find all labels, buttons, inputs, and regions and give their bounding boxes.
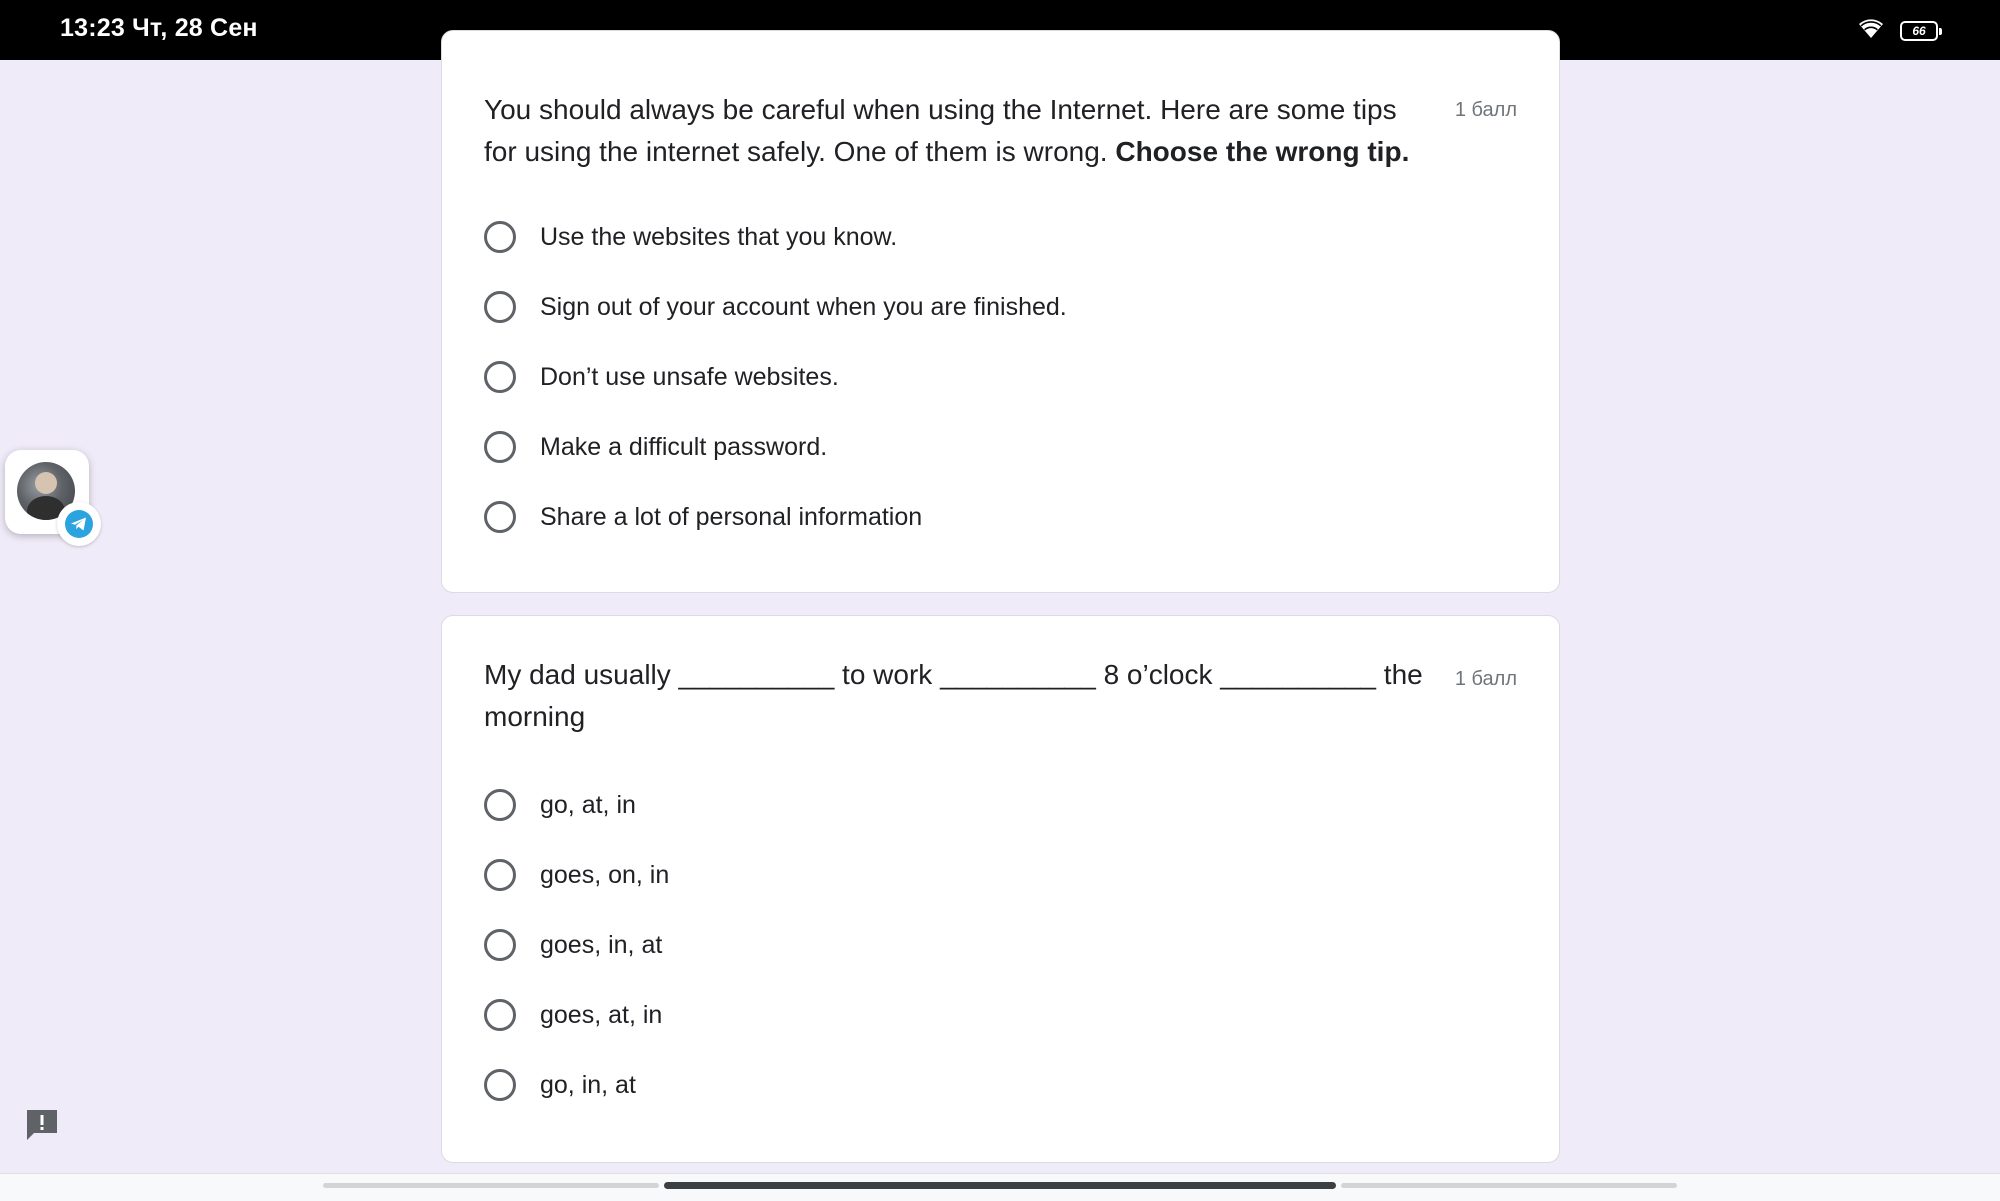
scroll-track-right [1341,1183,1677,1188]
option-radio[interactable] [484,855,669,895]
radio-button[interactable] [484,859,516,891]
option-radio[interactable] [484,287,1067,327]
question-card-1 [441,30,1560,593]
option-label: goes, on, in [540,860,670,889]
option-label: goes, at, in [540,1000,663,1029]
option-label: Share a lot of personal information [540,502,923,531]
status-time: 13:23 Чт, 28 Сен [60,14,258,42]
option-label: Make a difficult password. [540,432,828,461]
scroll-thumb[interactable] [664,1182,1336,1189]
option-radio[interactable] [484,497,922,537]
wifi-icon [1856,16,1886,45]
radio-button[interactable] [484,361,516,393]
question-card-2 [441,615,1560,1163]
telegram-icon [57,502,101,546]
radio-button[interactable] [484,789,516,821]
option-label: goes, in, at [540,930,663,959]
question-text-1 [484,89,1434,173]
option-radio[interactable] [484,925,662,965]
option-radio[interactable] [484,1065,636,1105]
option-radio[interactable] [484,217,897,257]
option-radio[interactable] [484,427,827,467]
option-radio[interactable] [484,785,636,825]
option-radio[interactable] [484,995,662,1035]
battery-level: 66 [1912,23,1926,38]
option-label: go, in, at [540,1070,636,1099]
radio-button[interactable] [484,431,516,463]
floating-chat-bubble[interactable] [5,450,89,534]
points-label: 1 балл [1454,99,1517,121]
radio-button[interactable] [484,501,516,533]
option-label: Sign out of your account when you are finished. [540,292,1067,321]
points-label: 1 балл [1454,668,1517,690]
status-icons [1856,16,1938,45]
question-text-plain: You should always be careful when using the Internet. Here are some tips for using the internet safely. One of them is wrong. [484,94,1397,167]
option-label: go, at, in [540,790,636,819]
radio-button[interactable] [484,929,516,961]
option-radio[interactable] [484,357,839,397]
option-label: Don’t use unsafe websites. [540,362,839,391]
radio-button[interactable] [484,1069,516,1101]
question-text-2 [484,654,1434,738]
report-feedback-icon[interactable] [23,1106,61,1144]
radio-button[interactable] [484,291,516,323]
radio-button[interactable] [484,999,516,1031]
option-label: Use the websites that you know. [540,222,898,251]
scroll-track-left [323,1183,659,1188]
battery-icon [1900,21,1938,41]
question-text-bold: Choose the wrong tip. [1115,136,1410,167]
question-text-plain: My dad usually __________ to work __________ 8 o’clock __________ the morning [484,659,1423,732]
radio-button[interactable] [484,221,516,253]
